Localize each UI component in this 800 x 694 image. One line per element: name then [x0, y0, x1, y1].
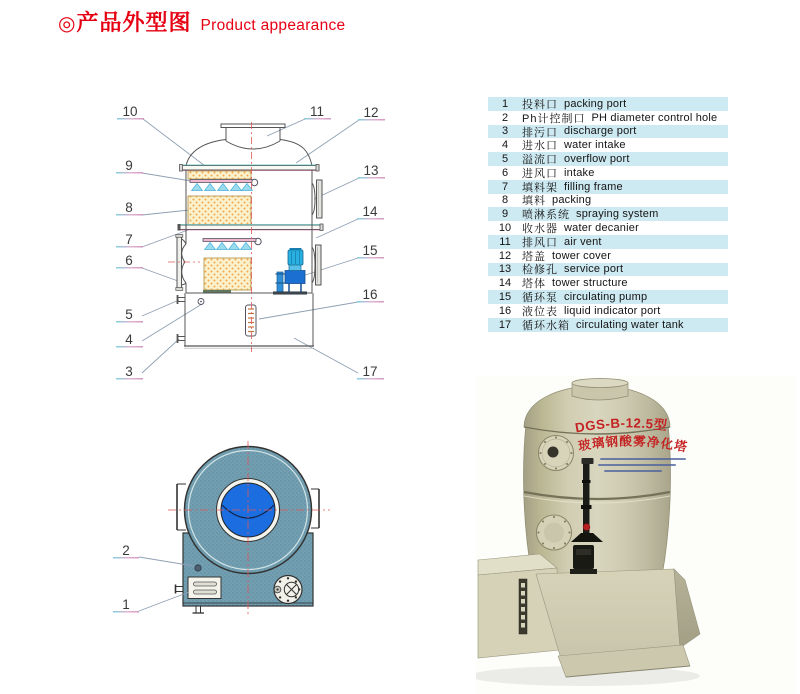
water-decanier-drawing	[188, 171, 251, 179]
legend-item-name-zh: 塔体	[522, 278, 546, 291]
legend-item-number: 5	[501, 153, 509, 166]
legend-item-name-zh: 投料口	[522, 98, 558, 111]
callout-16: 16	[362, 287, 378, 302]
photo-model-label: DGS-B-12.5型	[573, 415, 669, 436]
upper-flange-drawing	[180, 165, 320, 172]
legend-item-name-en: packing	[552, 194, 592, 207]
discharge-port-drawing	[178, 334, 186, 343]
overflow-port-drawing	[178, 295, 186, 304]
legend-item-number: 9	[501, 208, 509, 221]
filling-frame-flange-drawing	[178, 224, 324, 231]
tower-section-diagram	[58, 88, 478, 398]
spray-system-upper-drawing	[190, 179, 258, 190]
legend-item-name-zh: 填料	[522, 195, 546, 208]
title-bullet-icon: ◎	[58, 13, 76, 35]
callout-15: 15	[362, 243, 378, 258]
callout-1: 1	[122, 597, 130, 612]
legend-item-name-zh: 排污口	[522, 126, 558, 139]
legend-item-number: 8	[501, 194, 509, 207]
callout-7: 7	[125, 232, 133, 247]
legend-item-name-zh: 进风口	[522, 167, 558, 180]
legend-item-name-en: liquid indicator port	[564, 304, 661, 317]
legend-item-name-zh: 排风口	[522, 236, 558, 249]
page-title-zh: 产品外型图	[76, 10, 192, 35]
legend-item-number: 4	[501, 139, 509, 152]
photo-manhole-lower	[537, 515, 572, 550]
packing-upper-drawing	[188, 196, 251, 226]
legend-item-name-en: tower cover	[552, 249, 612, 262]
legend-item-number: 16	[498, 304, 512, 317]
callout-5: 5	[125, 307, 133, 322]
legend-item-number: 2	[501, 111, 509, 124]
liquid-indicator-drawing	[246, 305, 257, 336]
legend-row	[488, 318, 728, 332]
callout-2: 2	[122, 543, 130, 558]
tower-cover-drawing	[186, 124, 312, 166]
legend-item-name-en: intake	[564, 166, 595, 179]
legend-item-number: 6	[501, 166, 509, 179]
photo-level-indicator	[519, 579, 527, 634]
callout-4: 4	[125, 332, 133, 347]
legend-item-number: 7	[501, 180, 509, 193]
page-title	[58, 6, 345, 37]
legend-item-name-zh: 填料架	[522, 181, 558, 194]
legend-item-name-zh: 溢流口	[522, 154, 558, 167]
service-port-drawing	[312, 180, 322, 218]
legend-item-name-zh: 液位表	[522, 305, 558, 318]
legend-item-name-en: discharge port	[564, 125, 637, 138]
photo-product-name-label: 玻璃钢酸雾净化塔	[577, 434, 689, 455]
legend-item-number: 11	[499, 235, 511, 248]
callout-8: 8	[125, 200, 133, 215]
circulating-pump-drawing	[273, 248, 307, 295]
top-view-foot	[193, 607, 205, 614]
side-flange-drawing	[312, 245, 321, 285]
legend-item-number: 1	[501, 97, 509, 110]
callout-13: 13	[363, 163, 379, 178]
spray-system-lower-drawing	[203, 238, 261, 249]
legend-item-name-en: filling frame	[564, 180, 623, 193]
legend-item-name-zh: 进水口	[522, 140, 558, 153]
legend-item-name-zh: 塔盖	[522, 250, 546, 263]
legend-item-name-en: service port	[564, 263, 624, 276]
packing-lower-drawing	[203, 258, 251, 293]
top-view-callouts	[113, 543, 194, 612]
legend-item-name-zh: 循环泵	[522, 292, 558, 305]
photo-manhole-upper	[539, 436, 574, 471]
legend-item-name-en: circulating water tank	[576, 318, 684, 331]
legend-item-name-en: circulating pump	[564, 291, 648, 304]
legend-item-number: 10	[498, 222, 512, 235]
legend-item-name-en: packing port	[564, 97, 627, 110]
legend-item-name-zh: 检修孔	[522, 264, 558, 277]
page-title-en: Product appearance	[200, 17, 346, 34]
legend-item-number: 14	[498, 277, 512, 290]
legend-item-number: 13	[498, 263, 512, 276]
legend-item-name-zh: Ph计控制口	[522, 112, 586, 125]
legend-item-name-en: spraying system	[576, 208, 659, 221]
legend-item-name-en: air vent	[564, 235, 602, 248]
legend-item-name-en: water intake	[564, 139, 626, 152]
legend-item-name-zh: 收水器	[522, 223, 558, 236]
water-intake-drawing	[198, 299, 204, 305]
legend-item-name-zh: 喷淋系统	[522, 209, 570, 222]
legend-item-name-zh: 循环水箱	[522, 319, 570, 332]
callout-9: 9	[125, 158, 133, 173]
callout-14: 14	[362, 204, 378, 219]
legend-item-number: 17	[498, 318, 512, 331]
callout-12: 12	[363, 105, 379, 120]
legend-item-name-en: overflow port	[564, 153, 630, 166]
tower-top-view-diagram	[95, 412, 385, 627]
legend-item-name-en: PH diameter control hole	[591, 111, 718, 124]
legend-item-name-en: tower structure	[552, 277, 628, 290]
callout-10: 10	[122, 104, 138, 119]
legend-item-number: 12	[498, 249, 512, 262]
product-photo	[476, 376, 796, 694]
top-view-left-stub	[176, 585, 184, 594]
callout-17: 17	[362, 364, 378, 379]
top-view-small-port	[195, 565, 201, 571]
legend-item-number: 3	[501, 125, 509, 138]
top-view-control-box	[188, 577, 221, 599]
parts-legend	[488, 97, 728, 332]
top-view-bolted-flange	[274, 576, 302, 604]
legend-item-number: 15	[498, 291, 512, 304]
legend-item-name-en: water decanier	[564, 222, 639, 235]
callout-6: 6	[125, 253, 133, 268]
callout-11: 11	[309, 104, 325, 119]
callout-3: 3	[125, 364, 133, 379]
